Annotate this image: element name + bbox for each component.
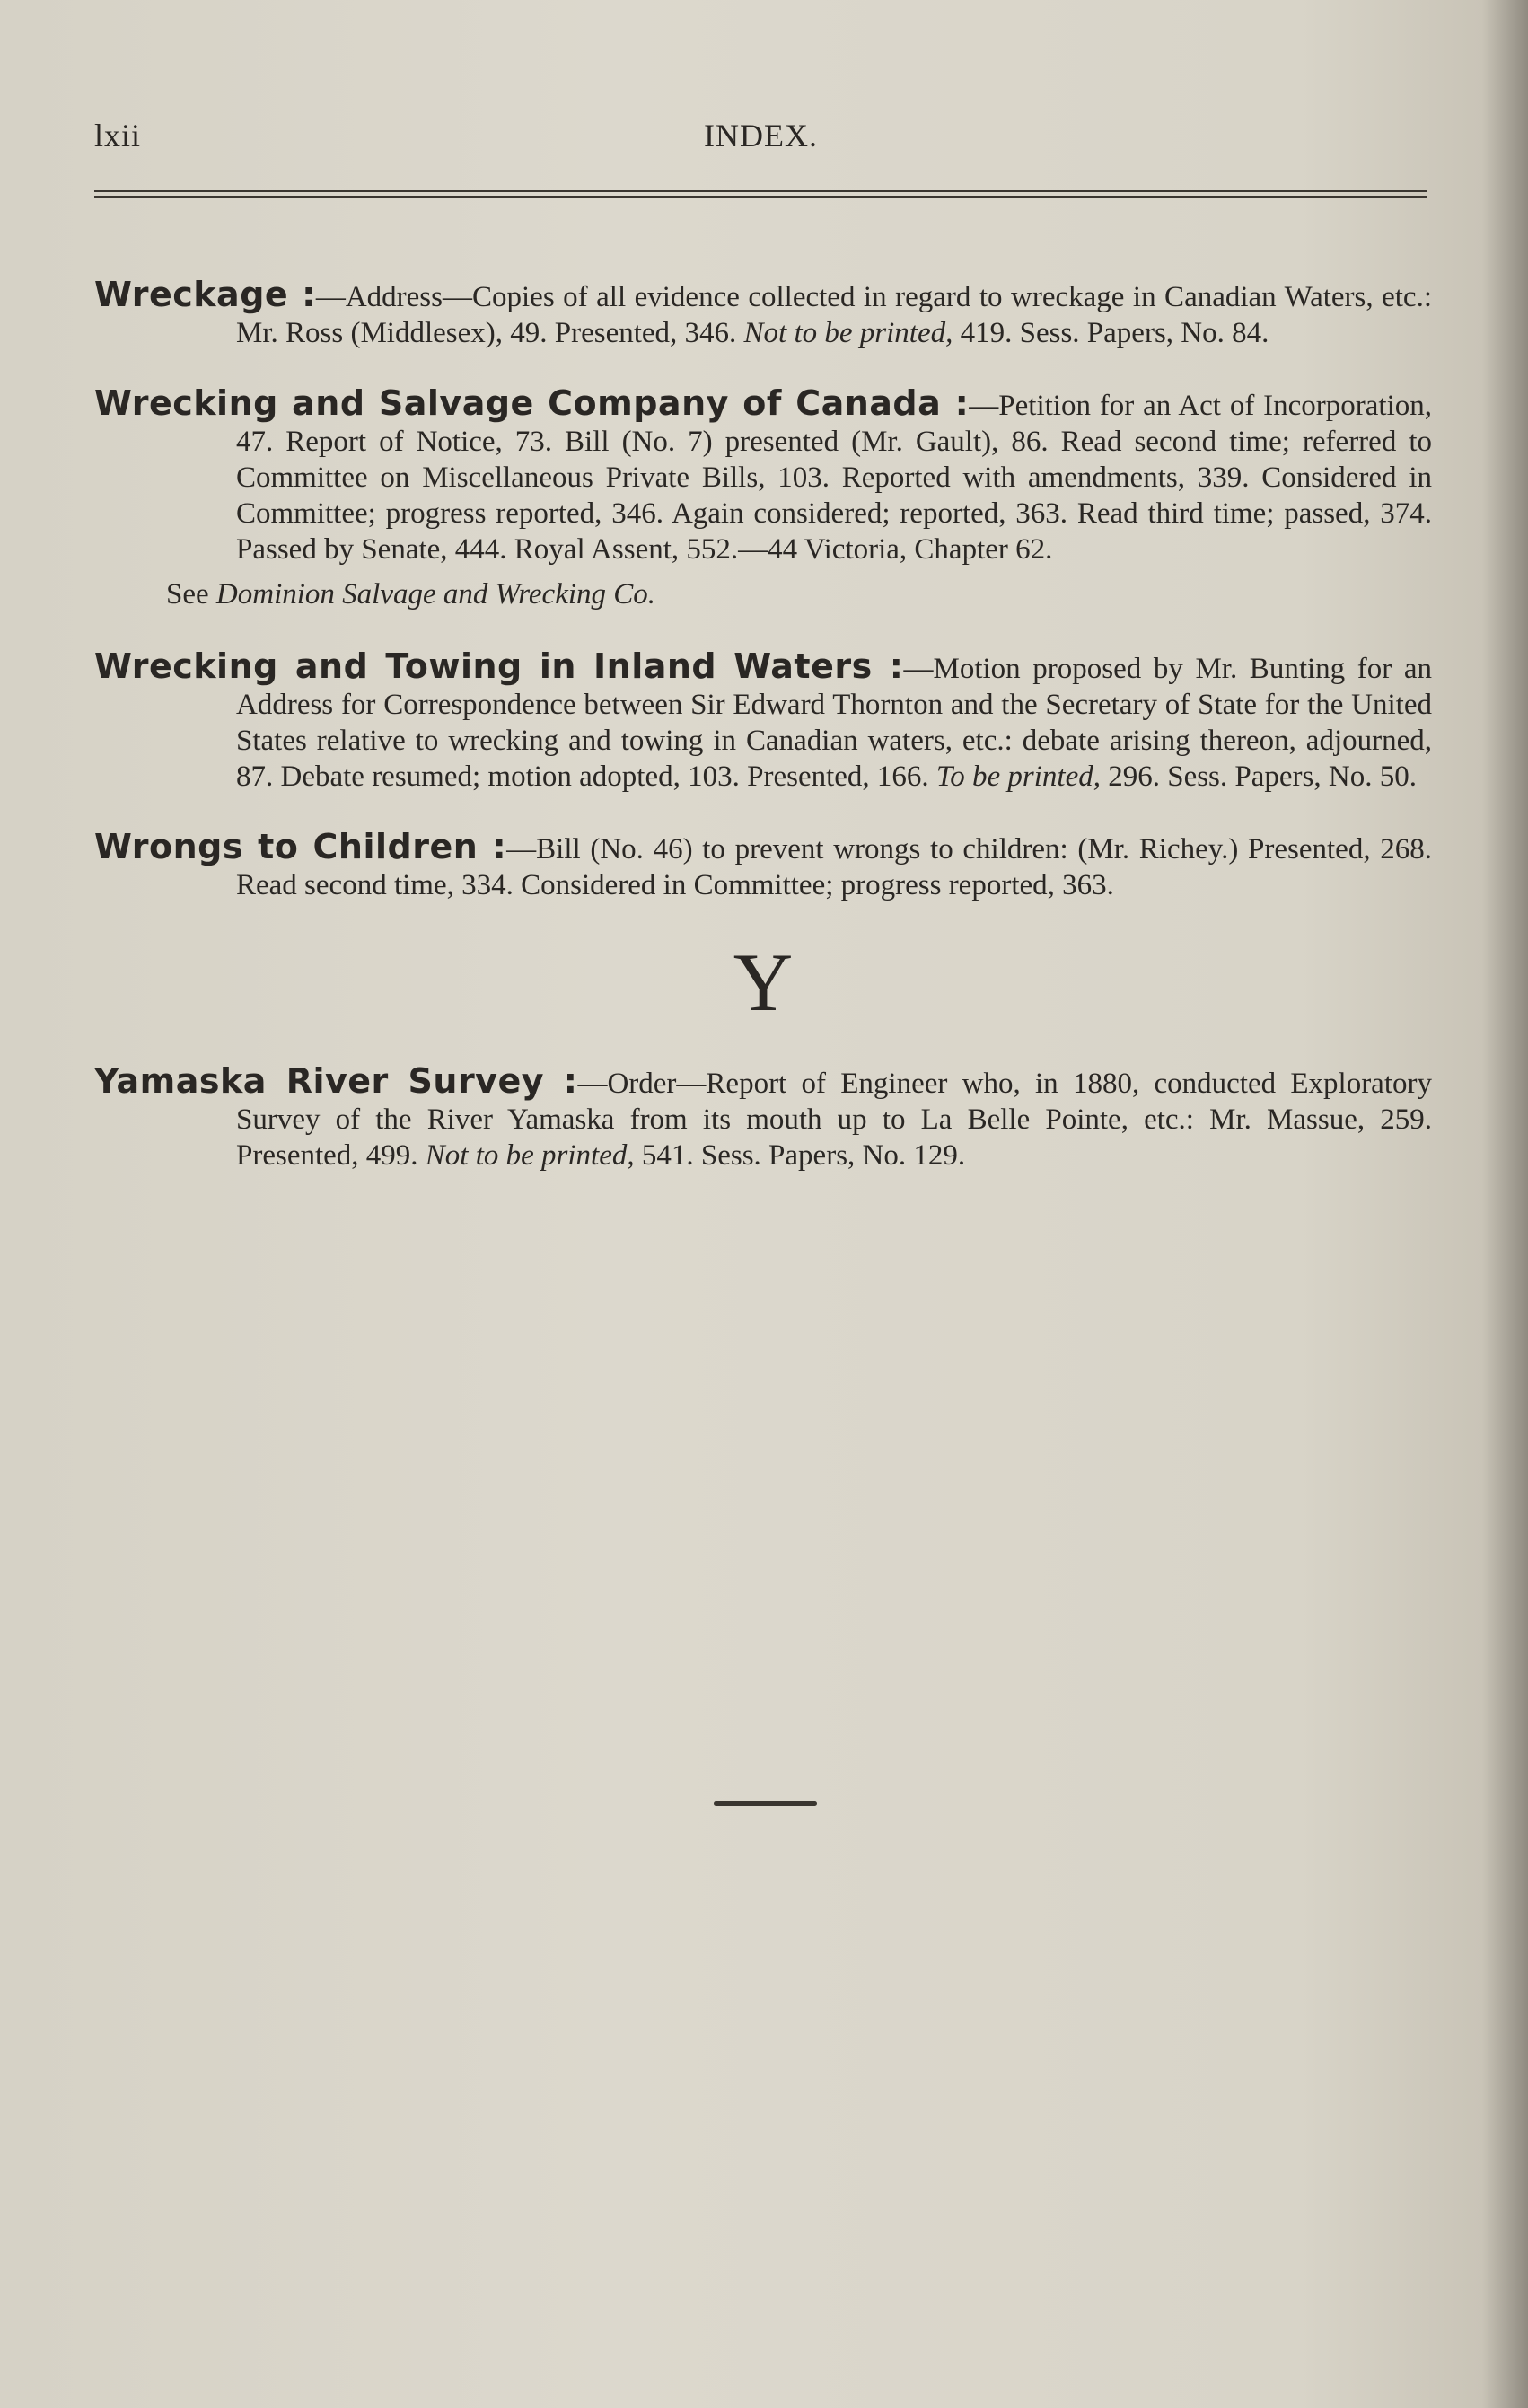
- running-title: INDEX.: [704, 118, 818, 154]
- entry-heading: Wrongs to Children :: [94, 827, 507, 866]
- entry-text-tail: 296. Sess. Papers, No. 50.: [1100, 760, 1417, 793]
- entry-text: —Order—Report of Engineer who, in 1880, conducted Exploratory Survey of the River Yamaska from its mouth up to La Belle Pointe, etc.: Mr. Massue, 259. Presented, 499.: [236, 1068, 1432, 1172]
- see-reference: [166, 576, 1432, 612]
- entry-text: —Motion proposed by Mr. Bunting for an Address for Correspondence between Sir Edward Thornton and the Secretary of State for the United States relative to wrecking and towing in Canadian waters, etc.: debate arising thereon, adjourned, 87. Debate resumed; motion adopted, 103. Presented, 166.: [236, 653, 1432, 793]
- entry-italic-note: Not to be printed,: [743, 317, 953, 349]
- entry-heading: Wrecking and Towing in Inland Waters :: [94, 646, 904, 686]
- entry-text-tail: 419. Sess. Papers, No. 84.: [953, 317, 1269, 349]
- end-ornament: [714, 1801, 817, 1806]
- entry-italic-note: Not to be printed,: [425, 1139, 635, 1172]
- section-letter: Y: [733, 936, 794, 1028]
- entry-italic-note: To be printed,: [935, 760, 1101, 793]
- page-number: lxii: [94, 118, 142, 154]
- index-entry-yamaska: [94, 1063, 1432, 1173]
- header-rule: [94, 190, 1427, 199]
- see-target: Dominion Salvage and Wrecking Co.: [215, 578, 656, 611]
- entry-heading: Wrecking and Salvage Company of Canada :: [94, 383, 970, 423]
- index-entry-wrecking-salvage: [94, 385, 1432, 567]
- entry-heading: Yamaska River Survey :: [94, 1061, 578, 1101]
- index-entries: [94, 247, 1432, 1208]
- page-header: [94, 117, 1427, 162]
- entry-text-tail: 541. Sess. Papers, No. 129.: [634, 1139, 966, 1172]
- index-entry-wrecking-towing: [94, 648, 1432, 795]
- see-label: See: [166, 578, 216, 611]
- index-entry-wreckage: [94, 277, 1432, 351]
- entry-text: —Bill (No. 46) to prevent wrongs to children: (Mr. Richey.) Presented, 268. Read second time, 334. Considered in Committee; progress reported, 363.: [236, 833, 1432, 901]
- entry-text: —Petition for an Act of Incorporation, 47. Report of Notice, 73. Bill (No. 7) presented (Mr. Gault), 86. Read second time; referred to Committee on Miscellaneous Private Bills, 103. Reported with amendments, 339. Considered in Committee; progress reported, 346. Again considered; reported, 363. Read third time; passed, 374. Passed by Senate, 444. Royal Assent, 552.—44 Victoria, Chapter 62.: [236, 390, 1433, 566]
- index-entry-wrongs-children: [94, 829, 1432, 903]
- entry-text: —Address—Copies of all evidence collected in regard to wreckage in Canadian Waters, etc.: Mr. Ross (Middlesex), 49. Presented, 346.: [236, 281, 1432, 349]
- entry-heading: Wreckage :: [94, 275, 316, 314]
